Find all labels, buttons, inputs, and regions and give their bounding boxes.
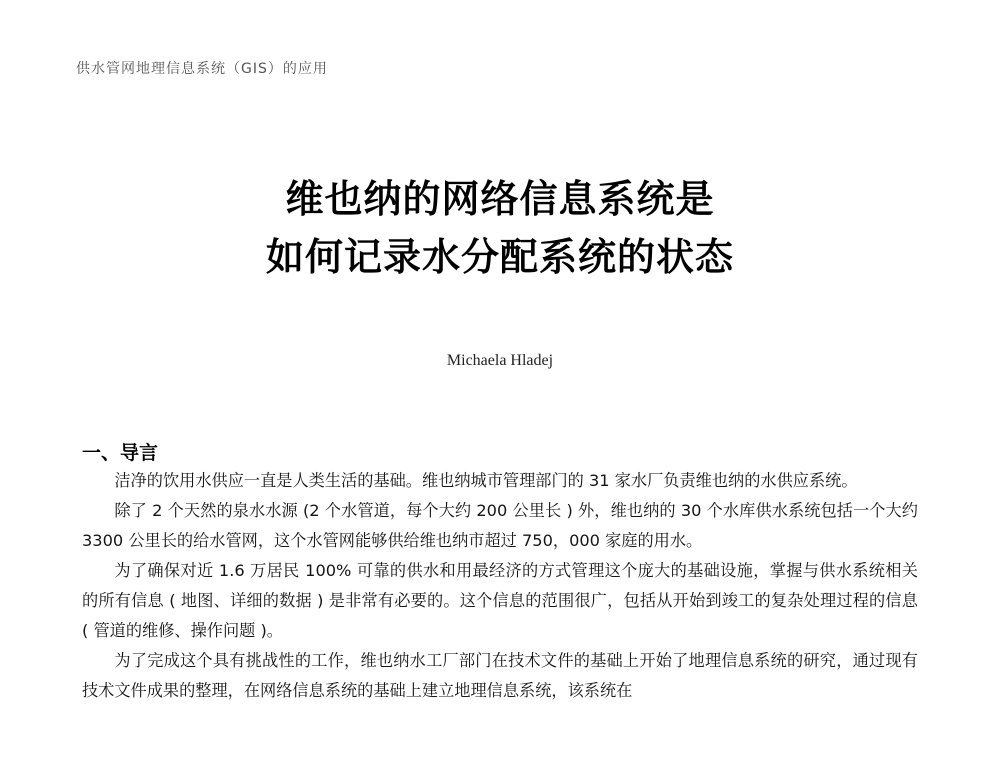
- paragraph: 为了完成这个具有挑战性的工作，维也纳水工厂部门在技术文件的基础上开始了地理信息系统的研究，通过现有技术文件成果的整理，在网络信息系统的基础上建立地理信息系统，该系统在: [82, 651, 918, 700]
- paragraph: 为了确保对近 1.6 万居民 100% 可靠的供水和用最经济的方式管理这个庞大的基础设施，掌握与供水系统相关的所有信息 ( 地图、详细的数据 ) 是非常有必要的。这个信息的范围很广，包括从开始到竣工的复杂处理过程的信息 ( 管道的维修、操作问题 )。: [82, 561, 918, 640]
- section-heading: 一、导言: [82, 442, 159, 464]
- paragraph: 除了 2 个天然的泉水水源 (2 个水管道，每个大约 200 公里长 ) 外，维也纳的 30 个水库供水系统包括一个大约 3300 公里长的给水管网，这个水管网能够供给维也纳市超过 750，000 家庭的用水。: [82, 501, 918, 550]
- title-line-1: 维也纳的网络信息系统是: [285, 177, 715, 221]
- title-line-2: 如何记录水分配系统的状态: [265, 235, 734, 279]
- body-text: [82, 466, 918, 706]
- running-header: 供水管网地理信息系统（GIS）的应用: [76, 61, 328, 77]
- article-title: [0, 170, 1000, 286]
- author-name: Michaela Hladej: [446, 352, 554, 369]
- paragraph: 洁净的饮用水供应一直是人类生活的基础。维也纳城市管理部门的 31 家水厂负责维也纳的水供应系统。: [114, 471, 858, 490]
